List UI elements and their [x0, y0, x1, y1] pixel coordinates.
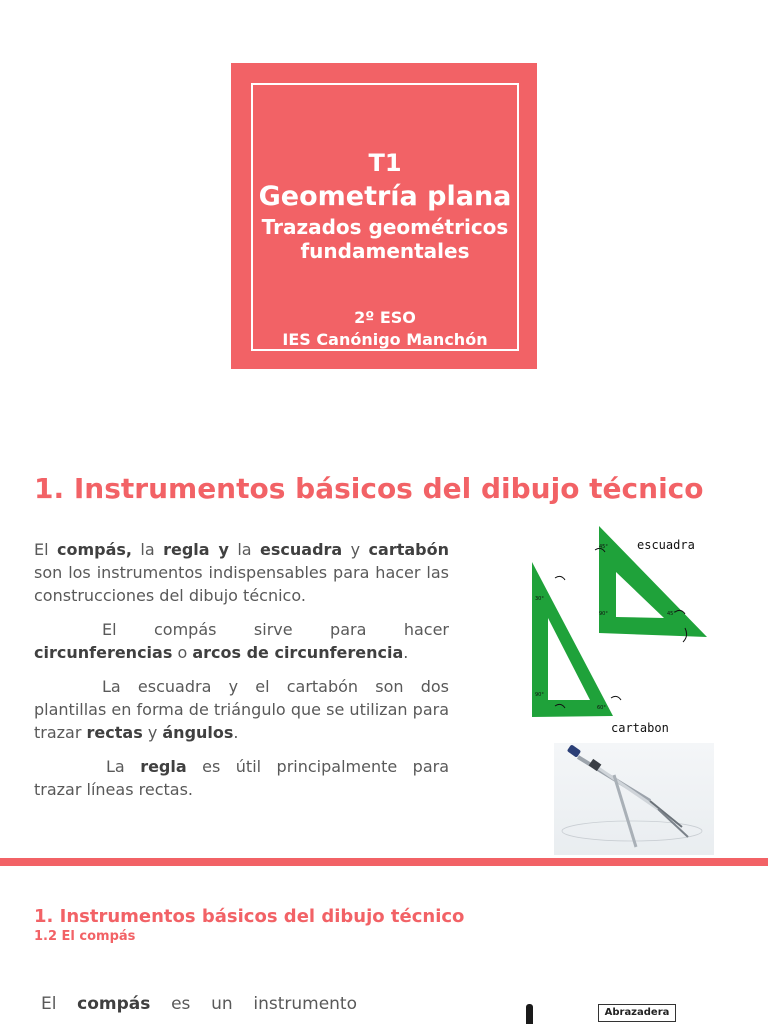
- subtitle-line-2: fundamentales: [300, 239, 470, 263]
- title-card: [231, 63, 537, 369]
- angle-label-45-right: 45°: [667, 611, 676, 617]
- section-heading: 1. Instrumentos básicos del dibujo técnico: [34, 472, 704, 505]
- abrazadera-label: Abrazadera: [598, 1004, 676, 1022]
- topic-code: T1: [368, 149, 402, 177]
- course-level: 2º ESO: [354, 308, 416, 327]
- school-name: IES Canónigo Manchón: [282, 330, 488, 349]
- paragraph-instruments: El compás, la regla y la escuadra y cartabón son los instrumentos indispensables para hacer las construcciones del dibujo técnico.: [34, 540, 449, 605]
- compass-paragraph: El compás es un instrumento: [41, 994, 357, 1014]
- course-info: [253, 307, 517, 351]
- compass-paragraph-continued: [41, 1016, 357, 1024]
- paragraph-compass: El compás sirve para hacer circunferencias o arcos de circunferencia.: [34, 620, 449, 662]
- angle-label-45-top: 45°: [599, 544, 608, 550]
- compass-diagram-part: [526, 1004, 533, 1024]
- cartabon-label: cartabon: [611, 721, 669, 735]
- paragraph-squares: La escuadra y el cartabón son dos plantillas en forma de triángulo que se utilizan para trazar rectas y ángulos.: [34, 677, 449, 742]
- angle-label-30: 30°: [535, 596, 544, 602]
- angle-label-90-cartabon: 90°: [535, 692, 544, 698]
- subtitle-line-1: Trazados geométricos: [261, 215, 509, 239]
- paragraph-ruler: La regla es útil principalmente para trazar líneas rectas.: [34, 757, 449, 799]
- compass-photo: [554, 743, 714, 855]
- section-body: [34, 538, 449, 812]
- angle-label-90-escuadra: 90°: [599, 611, 608, 617]
- subsection-heading: 1.2 El compás: [34, 929, 136, 944]
- angle-label-60: 60°: [597, 705, 606, 711]
- set-squares-illustration: [515, 520, 715, 738]
- section-heading-2: 1. Instrumentos básicos del dibujo técnico: [34, 906, 465, 927]
- escuadra-label: escuadra: [637, 538, 695, 552]
- slide-divider: [0, 858, 768, 866]
- subtitle: [253, 215, 517, 263]
- main-title: Geometría plana: [258, 181, 512, 212]
- title-card-frame: [251, 83, 519, 351]
- compass-icon: [554, 743, 714, 855]
